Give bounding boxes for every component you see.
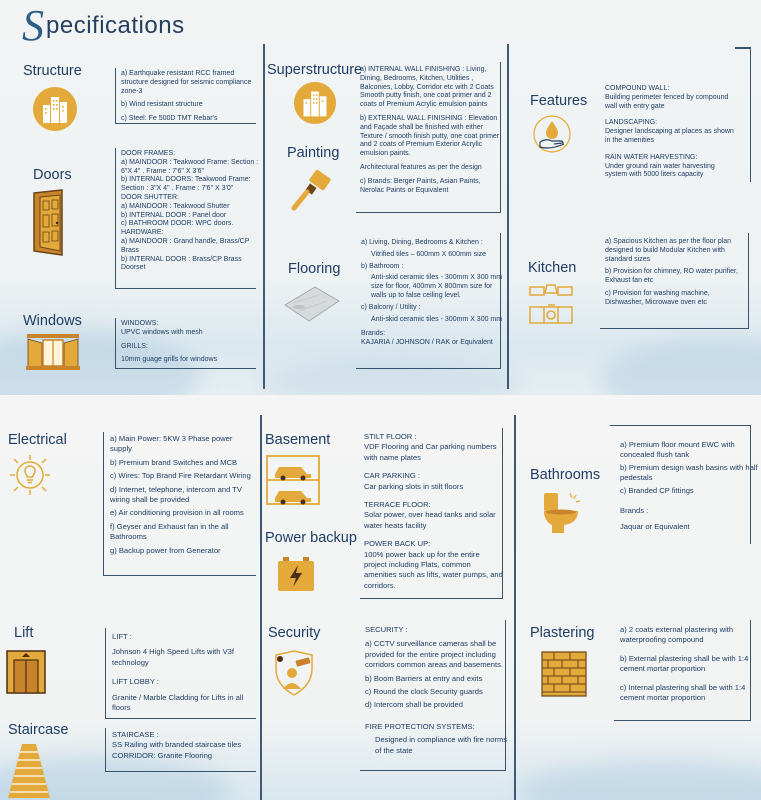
list-item: g) Backup power from Generator	[110, 545, 221, 555]
garage-cars-icon	[265, 454, 321, 511]
list-item: FIRE PROTECTION SYSTEMS:	[365, 721, 475, 731]
list-item: KAJARIA / JOHNSON / RAK or Equivalent	[361, 339, 493, 347]
list-item: a) MAINDOOR : Teakwood Shutter	[121, 202, 230, 210]
list-item: a) Earthquake resistant RCC framed structure designed for seismic compliance zone-3	[121, 70, 252, 95]
bracket	[356, 233, 501, 369]
list-item: Vitrified tiles – 600mm X 600mm size	[371, 250, 487, 258]
bathrooms-heading: Bathrooms	[530, 467, 601, 483]
hand-water-drop-icon	[532, 114, 572, 159]
list-item: POWER BACK UP:	[364, 539, 431, 549]
lift-heading: Lift	[14, 625, 34, 641]
list-item: Brands:	[361, 330, 386, 338]
brick-wall-icon	[540, 650, 588, 703]
list-item: f) Geyser and Exhaust fan in the all Bathrooms	[110, 521, 229, 542]
list-item: b) INTERNAL DOOR : Panel door	[121, 211, 227, 219]
list-item: b) External plastering shall be with 1:4 cement mortar proportion	[620, 653, 749, 674]
list-item: Under ground rain water harvesting system with 5000 liters capacity	[605, 162, 715, 179]
list-item: c) Steel: Fe 500D TMT Rebar's	[121, 115, 218, 123]
list-item: a) MAINDOOR : Grand handle, Brass/CP Brass	[121, 237, 250, 254]
bracket	[360, 620, 506, 771]
list-item: Designer landscaping at places as shown in the amenities	[605, 128, 734, 144]
list-item: c) Round the clock Security guards	[365, 687, 483, 697]
building-icon	[293, 81, 337, 130]
title-initial: S	[22, 1, 44, 50]
list-item: Brands :	[620, 506, 649, 516]
list-item: b) Boom Barriers at entry and exits	[365, 673, 483, 683]
list-item: TERRACE FLOOR:	[364, 500, 431, 510]
list-item: a) CCTV surveillance cameras shall be provided for the entire project including corridors common areas and basements.	[365, 639, 504, 670]
list-item: d) Intercom shall be provided	[365, 700, 463, 710]
list-item: d) Internet, telephone, intercom and TV wiring shall be provided	[110, 484, 242, 505]
list-item: Johnson 4 High Speed Lifts with V3f technology	[112, 647, 234, 667]
list-item: a) Spacious Kitchen as per the floor plan designed to build Modular Kitchen with standard sizes	[605, 238, 732, 263]
kitchen-heading: Kitchen	[528, 260, 577, 276]
list-item: SS Railing with branded staircase tiles	[112, 740, 242, 750]
bracket	[115, 318, 256, 369]
structure-heading: Structure	[23, 63, 82, 79]
list-item: Anti-skid ceramic tiles - 300mm X 300 mm	[371, 315, 503, 323]
list-item: b) EXTERNAL WALL FINISHING : Elevation and Façade shall be finished with either Texture / smooth finish putty, one coat primer and 2 coats of Premium Exterior Acrylic emulsion paints.	[360, 114, 500, 158]
list-item: LIFT LOBBY :	[112, 677, 159, 687]
column-divider	[507, 44, 509, 389]
page-title	[22, 1, 185, 50]
floor-tile-icon	[283, 285, 341, 328]
toilet-icon	[540, 489, 584, 540]
security-guard-icon	[268, 647, 320, 704]
list-item: a) Premium floor mount EWC with concealed flush tank	[620, 440, 735, 460]
list-item: Jaquar or Equivalent	[620, 522, 690, 532]
features-heading: Features	[530, 93, 588, 109]
list-item: CORRIDOR: Granite Flooring	[112, 750, 213, 760]
list-item: c) Wires: Top Brand Fire Retardant Wiring	[110, 471, 251, 481]
plastering-heading: Plastering	[530, 625, 595, 641]
column-divider	[263, 44, 265, 389]
top-panel	[0, 0, 761, 395]
basement-heading: Basement	[265, 432, 331, 448]
list-item: WINDOWS:	[121, 320, 159, 327]
list-item: b) Premium brand Switches and MCB	[110, 457, 238, 467]
stairs-icon	[4, 742, 54, 800]
security-heading: Security	[268, 625, 321, 641]
list-item: 100% power back up for the entire project including Flats, common amenities such as lifts, water pumps, and corridors.	[364, 549, 503, 590]
flooring-heading: Flooring	[288, 261, 341, 277]
list-item: SECURITY :	[365, 625, 408, 634]
list-item: Solar power, over head tanks and solar water heats facility	[364, 510, 496, 530]
bracket	[600, 233, 749, 329]
power-backup-heading: Power backup	[265, 530, 357, 546]
list-item: c) Provision for washing machine, Dishwasher, Microwave oven etc	[605, 289, 710, 306]
list-item: CAR PARKING :	[364, 471, 420, 481]
list-item: a) 2 coats external plastering with waterproofing compound	[620, 625, 734, 645]
bottom-panel	[0, 395, 761, 800]
bracket	[105, 628, 256, 719]
list-item: e) Air conditioning provision in all rooms	[110, 508, 244, 518]
list-item: b) Bathroom :	[361, 262, 404, 270]
door-icon	[30, 189, 74, 262]
bracket	[115, 68, 256, 124]
list-item: Granite / Marble Cladding for Lifts in all floors	[112, 692, 244, 713]
windows-heading: Windows	[23, 313, 82, 329]
painting-heading: Painting	[287, 145, 340, 161]
list-item: b) Provision for chimney, RO water purifier, Exhaust fan etc	[605, 268, 738, 285]
window-icon	[25, 331, 81, 376]
list-item: Building perimeter fenced by compound wall with entry gate	[605, 93, 729, 110]
list-item: b) INTERNAL DOOR : Brass/CP Brass Doorset	[121, 255, 242, 272]
list-item: LANDSCAPING:	[605, 119, 658, 127]
list-item: UPVC windows with mesh	[121, 328, 203, 336]
list-item: LIFT :	[112, 632, 132, 641]
list-item: HARDWARE:	[121, 229, 164, 237]
building-icon	[32, 86, 78, 137]
column-divider	[514, 415, 516, 800]
list-item: c) Balcony / Utility :	[361, 303, 421, 311]
paint-brush-icon	[289, 170, 335, 217]
list-item: a) INTERNAL WALL FINISHING : Living, Dining, Bedrooms, Kitchen, Utilities , Balconies, Lobby, Corridor etc with 2 Coats Smooth putty finish, one coat primer and 2 coats of Premium Acrylic emulsion paints	[360, 66, 494, 109]
list-item: GRILLS:	[121, 342, 148, 350]
bracket	[360, 428, 503, 599]
list-item: Architectural features as per the design	[360, 163, 482, 171]
bracket	[602, 47, 751, 182]
bracket	[356, 62, 501, 213]
bracket	[103, 432, 256, 576]
bracket	[614, 620, 751, 721]
list-item: 10mm guage grills for windows	[121, 356, 218, 364]
list-item: Designed in compliance with fire norms of the state	[375, 735, 508, 755]
list-item: Car parking slots in stilt floors	[364, 481, 464, 491]
list-item: a) Main Power: 5KW 3 Phase power supply	[110, 434, 233, 454]
staircase-heading: Staircase	[8, 722, 69, 738]
list-item: a) MAINDOOR : Teakwood Frame: Section : 6"X 4" . Frame : 7'6" X 3'6"	[121, 158, 259, 175]
bulb-icon	[8, 453, 52, 502]
electrical-heading: Electrical	[8, 432, 67, 448]
list-item: RAIN WATER HARVESTING:	[605, 153, 698, 161]
bracket	[610, 425, 751, 544]
list-item: STILT FLOOR :	[364, 432, 417, 441]
bracket	[115, 148, 256, 289]
list-item: b) Wind resistant structure	[121, 101, 203, 109]
list-item: VDF Flooring and Car parking numbers with name plates	[364, 442, 497, 462]
title-rest: pecifications	[46, 12, 185, 39]
list-item: a) Living, Dining, Bedrooms & Kitchen :	[361, 239, 483, 246]
list-item: STAIRCASE :	[112, 730, 159, 739]
bracket	[105, 728, 256, 772]
list-item: DOOR FRAMES:	[121, 150, 176, 157]
elevator-icon	[6, 650, 46, 699]
battery-icon	[274, 555, 318, 598]
list-item: c) Brands: Berger Paints, Asian Paints, Nerolac Paints or Equivalent	[360, 177, 481, 194]
list-item: COMPOUND WALL:	[605, 85, 670, 92]
kitchen-icon	[528, 283, 574, 330]
list-item: b) Premium design wash basins with half pedestals	[620, 462, 758, 483]
list-item: Anti-skid ceramic tiles - 300mm X 300 mm size for floor, 400mm X 800mm size for walls up to false ceiling level.	[371, 274, 503, 299]
list-item: c) BATHROOM DOOR: WPC doors.	[121, 220, 234, 228]
column-divider	[260, 415, 262, 800]
list-item: c) Branded CP fittings	[620, 485, 694, 495]
list-item: DOOR SHUTTER:	[121, 193, 179, 201]
superstructure-heading: Superstructure	[267, 62, 363, 78]
list-item: b) INTERNAL DOORS: Teakwood Frame: Section : 3"X 4" . Frame : 7'6" X 3'0"	[121, 176, 251, 193]
doors-heading: Doors	[33, 167, 72, 183]
list-item: c) Internal plastering shall be with 1:4 cement mortar proportion	[620, 682, 746, 703]
